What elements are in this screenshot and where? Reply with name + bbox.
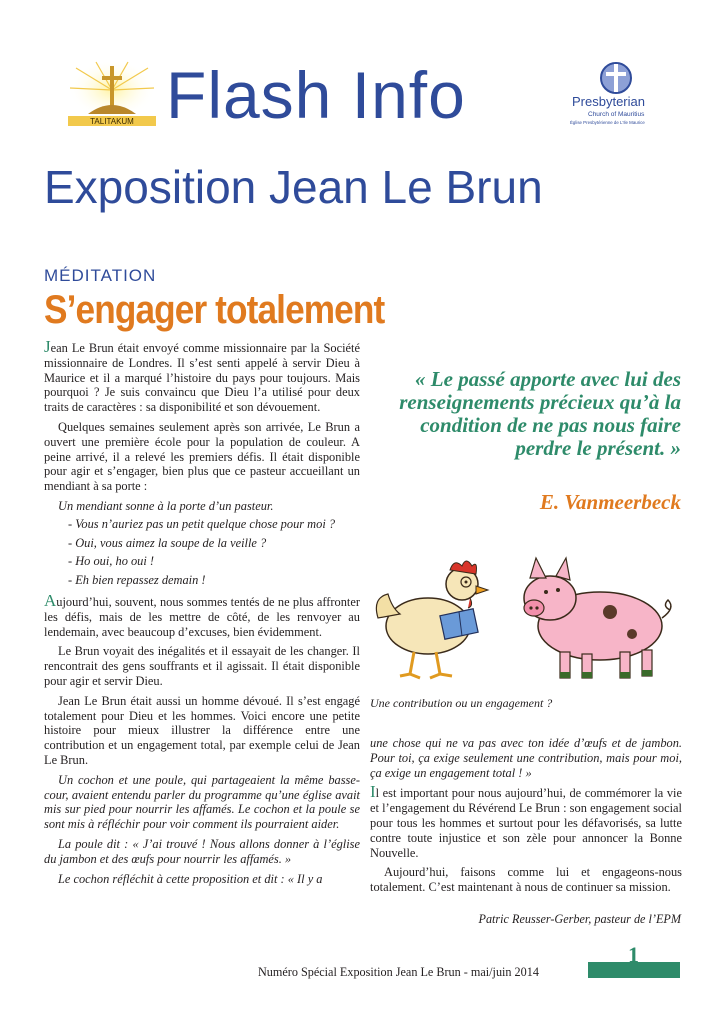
paragraph xyxy=(370,782,682,860)
dialog-line: - Vous n’auriez pas un petit quelque chose pour moi ? xyxy=(68,516,336,531)
presbyterian-church-logo xyxy=(568,58,668,130)
pull-quote: « Le passé apporte avec lui des renseignements précieux qu’à la condition de ne pas nous faire perdre le présent. » xyxy=(399,367,681,460)
paragraph: Le Brun voyait des inégalités et il essayait de les changer. Il rencontrait des gens souffrants et il agissait. Il était disponible pour agir et servir Dieu. xyxy=(44,644,360,688)
talitakum-logo xyxy=(66,60,158,132)
hen-and-pig-illustration xyxy=(370,548,690,688)
paragraph: Jean Le Brun était aussi un homme dévoué. Il s’est engagé totalement pour Dieu et les hommes. Voici encore une petite histoire pour mieux illustrer la différence entre une contribution et un engagement total, par exemple celui de Jean Le Brun. xyxy=(44,693,360,767)
dialog-line: - Eh bien repassez demain ! xyxy=(68,573,206,588)
initial-letter: I xyxy=(370,782,376,802)
presbyterian-logo-subtext: Church of Mauritius xyxy=(588,111,645,118)
dialog-list xyxy=(44,517,360,588)
paragraph-text: ean Le Brun était envoyé comme missionnaire par la Société missionnaire de Londres. Il s’est senti appelé à servir Dieu à Maurice et il a marqué l’histoire du pays pour toujours. Mais pourquoi ? Je suis convaincu que Dieu l’a utilisé pour deux traits de caractères : sa disponibilité et son dévouement. xyxy=(44,341,360,415)
initial-letter: A xyxy=(44,590,57,610)
talitakum-logo-text: TALITAKUM xyxy=(90,117,134,126)
left-column xyxy=(44,337,360,891)
paragraph: Quelques semaines seulement après son arrivée, Le Brun a ouvert une première école pour la population de couleur. A peine arrivé, il a relevé les premiers défis. Il était disponible pour agir et s’engager, bien plus que ce pasteur accueillant un mendiant à sa porte : xyxy=(44,419,360,494)
paragraph xyxy=(44,337,360,415)
dialog-line: - Oui, vous aimez la soupe de la veille ? xyxy=(68,535,267,550)
newsletter-subtitle: Exposition Jean Le Brun xyxy=(44,161,543,213)
story-paragraph: La poule dit : « J’ai trouvé ! Nous allons donner à l’église du jambon et des œufs pour nourrir les affamés. » xyxy=(44,836,360,866)
story-paragraph: une chose qui ne va pas avec ton idée d’œufs et de jambon. Pour toi, ça exige seulement une contribution, mais pour moi, ça exige un engagement total ! » xyxy=(370,736,682,780)
paragraph-text: ujourd’hui, souvent, nous sommes tentés de ne plus affronter les défis, mais de les mettre de côté, de les renvoyer au lendemain, avec beaucoup d’excuses, bien évidemment. xyxy=(44,594,360,639)
hen-image xyxy=(376,561,488,678)
paragraph-text: l est important pour nous aujourd’hui, de commémorer la vie et l’engagement du Révérend Le Brun : son engagement social pour tous les hommes et surtout pour les défavorisés, sa lutte contre toute injustice et son zèle pour annoncer la Bonne Nouvelle. xyxy=(370,786,682,860)
story-paragraph: Le cochon réfléchit à cette proposition et dit : « Il y a xyxy=(58,871,323,886)
dialog-line: - Ho oui, ho oui ! xyxy=(68,554,155,569)
paragraph xyxy=(44,590,360,639)
pig-image xyxy=(524,558,671,678)
presbyterian-logo-text: Presbyterian xyxy=(572,94,645,109)
illustration-caption: Une contribution ou un engagement ? xyxy=(370,696,553,710)
presbyterian-logo-subtext-fr: Église Presbytérienne de L'Ile Maurice xyxy=(570,120,645,125)
story-paragraph: Un cochon et une poule, qui partageaient la même basse-cour, avaient entendu parler du programme qu’une église avait mis sur pied pour nourrir les affamés. Le cochon et la poule se sont mis à réfléchir pour voir comment ils pourraient aider. xyxy=(44,772,360,832)
article-headline: S’engager totalement xyxy=(44,288,385,332)
section-kicker: MÉDITATION xyxy=(44,266,157,285)
newsletter-title: Flash Info xyxy=(166,58,466,132)
page-number: 1 xyxy=(628,942,639,967)
footer-issue-label: Numéro Spécial Exposition Jean Le Brun - mai/juin 2014 xyxy=(258,965,539,979)
dialog-intro: Un mendiant sonne à la porte d’un pasteur. xyxy=(58,498,274,513)
right-column xyxy=(370,736,682,900)
quote-author: E. Vanmeerbeck xyxy=(539,490,681,514)
author-signature: Patric Reusser-Gerber, pasteur de l’EPM xyxy=(478,912,681,926)
initial-letter: J xyxy=(44,337,51,356)
paragraph: Aujourd’hui, faisons comme lui et engageons-nous totalement. C’est maintenant à nous de continuer sa mission. xyxy=(370,865,682,895)
